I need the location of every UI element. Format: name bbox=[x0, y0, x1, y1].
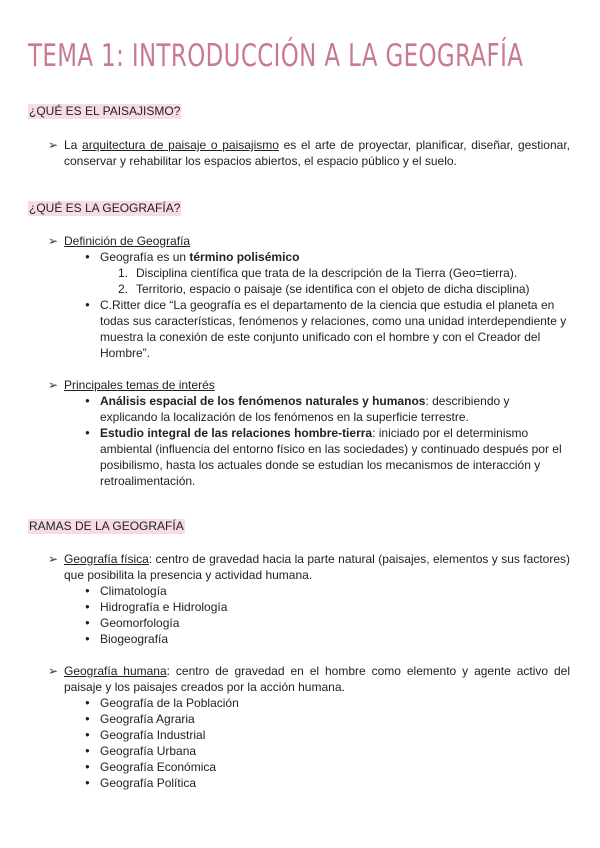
term-paisajismo: arquitectura de paisaje o paisajismo bbox=[82, 138, 279, 152]
section-heading-paisajismo: ¿QUÉ ES EL PAISAJISMO? bbox=[29, 104, 181, 118]
paragraph-geografia-fisica: Geografía física: centro de gravedad hacia la parte natural (paisajes, elementos y sus factores) que posibilita la presencia y actividad humana. bbox=[64, 552, 570, 582]
subheading-temas: Principales temas de interés bbox=[64, 378, 215, 392]
subheading-definicion: Definición de Geografía bbox=[64, 234, 191, 248]
list-item: ● Hidrografía e Hidrología bbox=[80, 599, 227, 615]
arrow-bullet-icon: ➢ bbox=[48, 234, 59, 248]
list-item: ● Análisis espacial de los fenómenos naturales y humanos: describiendo y explicando la localización de los fenómenos en la superficie terrestre. bbox=[85, 394, 510, 424]
list-item: 1. Disciplina científica que trata de la descripción de la Tierra (Geo=tierra). bbox=[118, 266, 518, 280]
arrow-bullet-icon: ➢ bbox=[48, 552, 59, 566]
bullet-dot-icon: ● bbox=[85, 300, 90, 309]
list-item: ● Geografía es un término polisémico bbox=[85, 250, 300, 264]
list-item: ● Biogeografía bbox=[80, 631, 227, 647]
page-title: TEMA 1: INTRODUCCIÓN A LA GEOGRAFÍA bbox=[28, 38, 524, 74]
list-geografia-fisica bbox=[80, 583, 227, 647]
list-item: ● Climatología bbox=[80, 583, 227, 599]
paragraph-paisajismo: La arquitectura de paisaje o paisajismo es el arte de proyectar, planificar, diseñar, gestionar, conservar y rehabilitar los espacios abiertos, el espacio público y el suelo. bbox=[64, 138, 570, 168]
arrow-bullet-icon: ➢ bbox=[48, 138, 59, 152]
bullet-dot-icon: ● bbox=[85, 396, 90, 405]
bullet-dot-icon: ● bbox=[85, 428, 90, 437]
section-heading-geografia: ¿QUÉ ES LA GEOGRAFÍA? bbox=[29, 201, 181, 215]
list-item: ● C.Ritter dice “La geografía es el departamento de la ciencia que estudia el planeta en todas sus características, fenómenos y relaciones, como una unidad interdependiente y muestra la conexión de este conjunto unificado con el hombre y con el Creador del Hombre”. bbox=[85, 298, 567, 360]
list-item: ● Geografía Urbana bbox=[80, 743, 239, 759]
list-item: ● Geomorfología bbox=[80, 615, 227, 631]
section-heading-ramas: RAMAS DE LA GEOGRAFÍA bbox=[29, 519, 184, 533]
arrow-bullet-icon: ➢ bbox=[48, 378, 59, 392]
list-item: ● Geografía Económica bbox=[80, 759, 239, 775]
list-item: ● Estudio integral de las relaciones hombre-tierra: iniciado por el determinismo ambiental (influencia del entorno físico en las sociedades) y continuado después por el posibilismo, hasta los actuales donde se estudian los mecanismos de interacción y retroalimentación. bbox=[85, 426, 562, 488]
list-item: ● Geografía Agraria bbox=[80, 711, 239, 727]
list-item: ● Geografía Industrial bbox=[80, 727, 239, 743]
numbered-list bbox=[118, 265, 530, 297]
list-item: ● Geografía de la Población bbox=[80, 695, 239, 711]
paragraph-geografia-humana: Geografía humana: centro de gravedad en el hombre como elemento y agente activo del paisaje y los paisajes creados por la acción humana. bbox=[64, 664, 570, 694]
bullet-dot-icon: ● bbox=[85, 252, 90, 261]
list-item: ● Geografía Política bbox=[80, 775, 239, 791]
list-item: 2. Territorio, espacio o paisaje (se identifica con el objeto de dicha disciplina) bbox=[118, 282, 530, 296]
list-geografia-humana bbox=[80, 695, 239, 791]
arrow-bullet-icon: ➢ bbox=[48, 664, 59, 678]
